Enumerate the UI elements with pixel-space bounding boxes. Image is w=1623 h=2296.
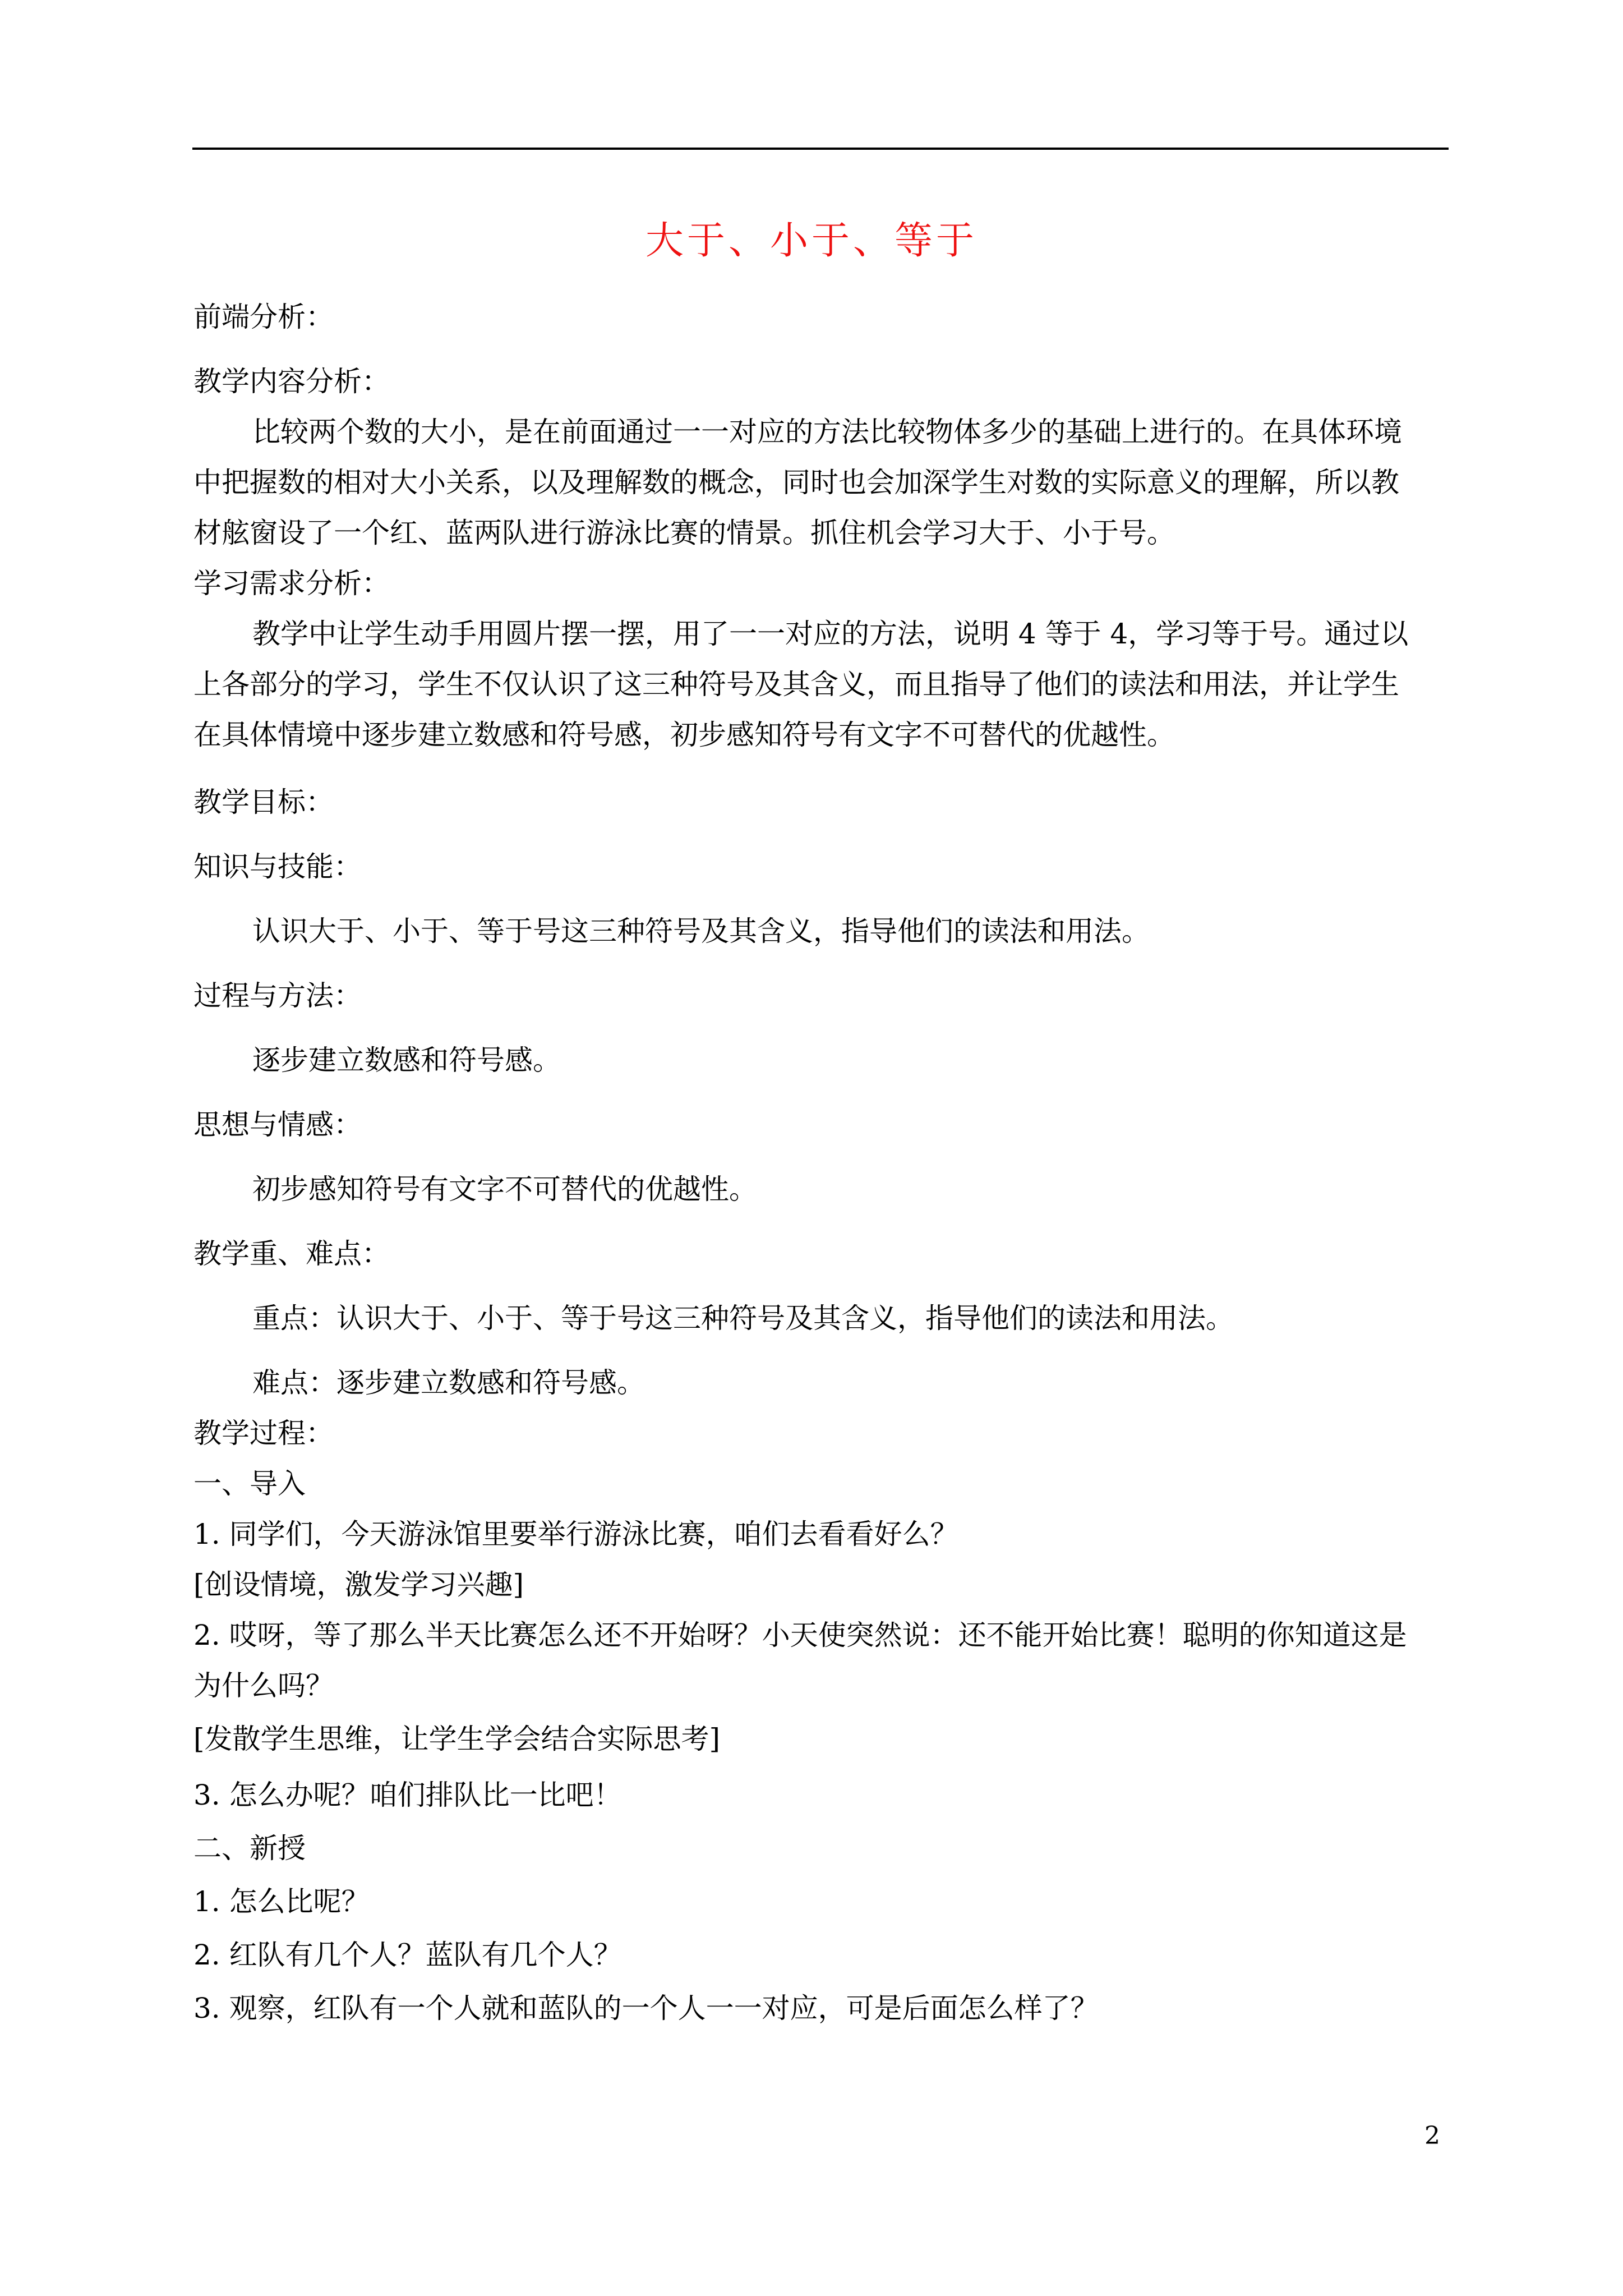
heading-teaching-process: 教学过程：: [193, 1417, 334, 1450]
heading-learning-needs: 学习需求分析：: [193, 567, 390, 600]
paragraph-line: 材舷窗设了一个红、蓝两队进行游泳比赛的情景。抓住机会学习大于、小于号。: [193, 517, 1175, 549]
list-item: 1. 怎么比呢？: [193, 1885, 370, 1918]
header-rule: [192, 148, 1449, 150]
list-item-continuation: 为什么吗？: [193, 1669, 334, 1702]
heading-process-method: 过程与方法：: [193, 979, 362, 1012]
heading-thought-emotion: 思想与情感：: [193, 1108, 362, 1141]
list-item: 2. 哎呀，等了那么半天比赛怎么还不开始呀？小天使突然说：还不能开始比赛！聪明的你知道这是: [193, 1619, 1407, 1651]
paragraph-line: 认识大于、小于、等于号这三种符号及其含义，指导他们的读法和用法。: [252, 915, 1150, 947]
paragraph-line: 上各部分的学习，学生不仅认识了这三种符号及其含义，而且指导了他们的读法和用法，并让学生: [193, 668, 1399, 701]
bracket-note: [创设情境，激发学习兴趣]: [193, 1568, 524, 1601]
paragraph-line: 重点：认识大于、小于、等于号这三种符号及其含义，指导他们的读法和用法。: [252, 1302, 1234, 1335]
section-heading-new-lesson: 二、新授: [193, 1832, 306, 1865]
paragraph-line: 难点：逐步建立数感和符号感。: [252, 1366, 645, 1399]
heading-key-difficulty: 教学重、难点：: [193, 1237, 390, 1270]
section-heading-intro: 一、导入: [193, 1467, 306, 1500]
paragraph-line: 在具体情境中逐步建立数感和符号感，初步感知符号有文字不可替代的优越性。: [193, 719, 1175, 751]
heading-frontend-analysis: 前端分析：: [193, 301, 334, 333]
page-number: 2: [1424, 2122, 1440, 2150]
paragraph-line: 逐步建立数感和符号感。: [252, 1044, 561, 1076]
document-title: 大于、小于、等于: [645, 219, 978, 263]
list-item: 1. 同学们，今天游泳馆里要举行游泳比赛，咱们去看看好么？: [193, 1518, 958, 1550]
heading-content-analysis: 教学内容分析：: [193, 365, 390, 398]
paragraph-line: 中把握数的相对大小关系，以及理解数的概念，同时也会加深学生对数的实际意义的理解，所以教: [193, 466, 1399, 499]
list-item: 3. 观察，红队有一个人就和蓝队的一个人一一对应，可是后面怎么样了？: [193, 1992, 1099, 2024]
heading-knowledge-skills: 知识与技能：: [193, 850, 362, 883]
heading-teaching-goals: 教学目标：: [193, 786, 334, 818]
list-item: 2. 红队有几个人？蓝队有几个人？: [193, 1939, 622, 1971]
bracket-note: [发散学生思维，让学生学会结合实际思考]: [193, 1723, 721, 1755]
paragraph-line: 比较两个数的大小，是在前面通过一一对应的方法比较物体多少的基础上进行的。在具体环境: [252, 416, 1402, 448]
paragraph-line: 初步感知符号有文字不可替代的优越性。: [252, 1173, 757, 1205]
paragraph-line: 教学中让学生动手用圆片摆一摆，用了一一对应的方法，说明 4 等于 4，学习等于号。通过以: [252, 618, 1409, 650]
list-item: 3. 怎么办呢？咱们排队比一比吧！: [193, 1779, 622, 1811]
